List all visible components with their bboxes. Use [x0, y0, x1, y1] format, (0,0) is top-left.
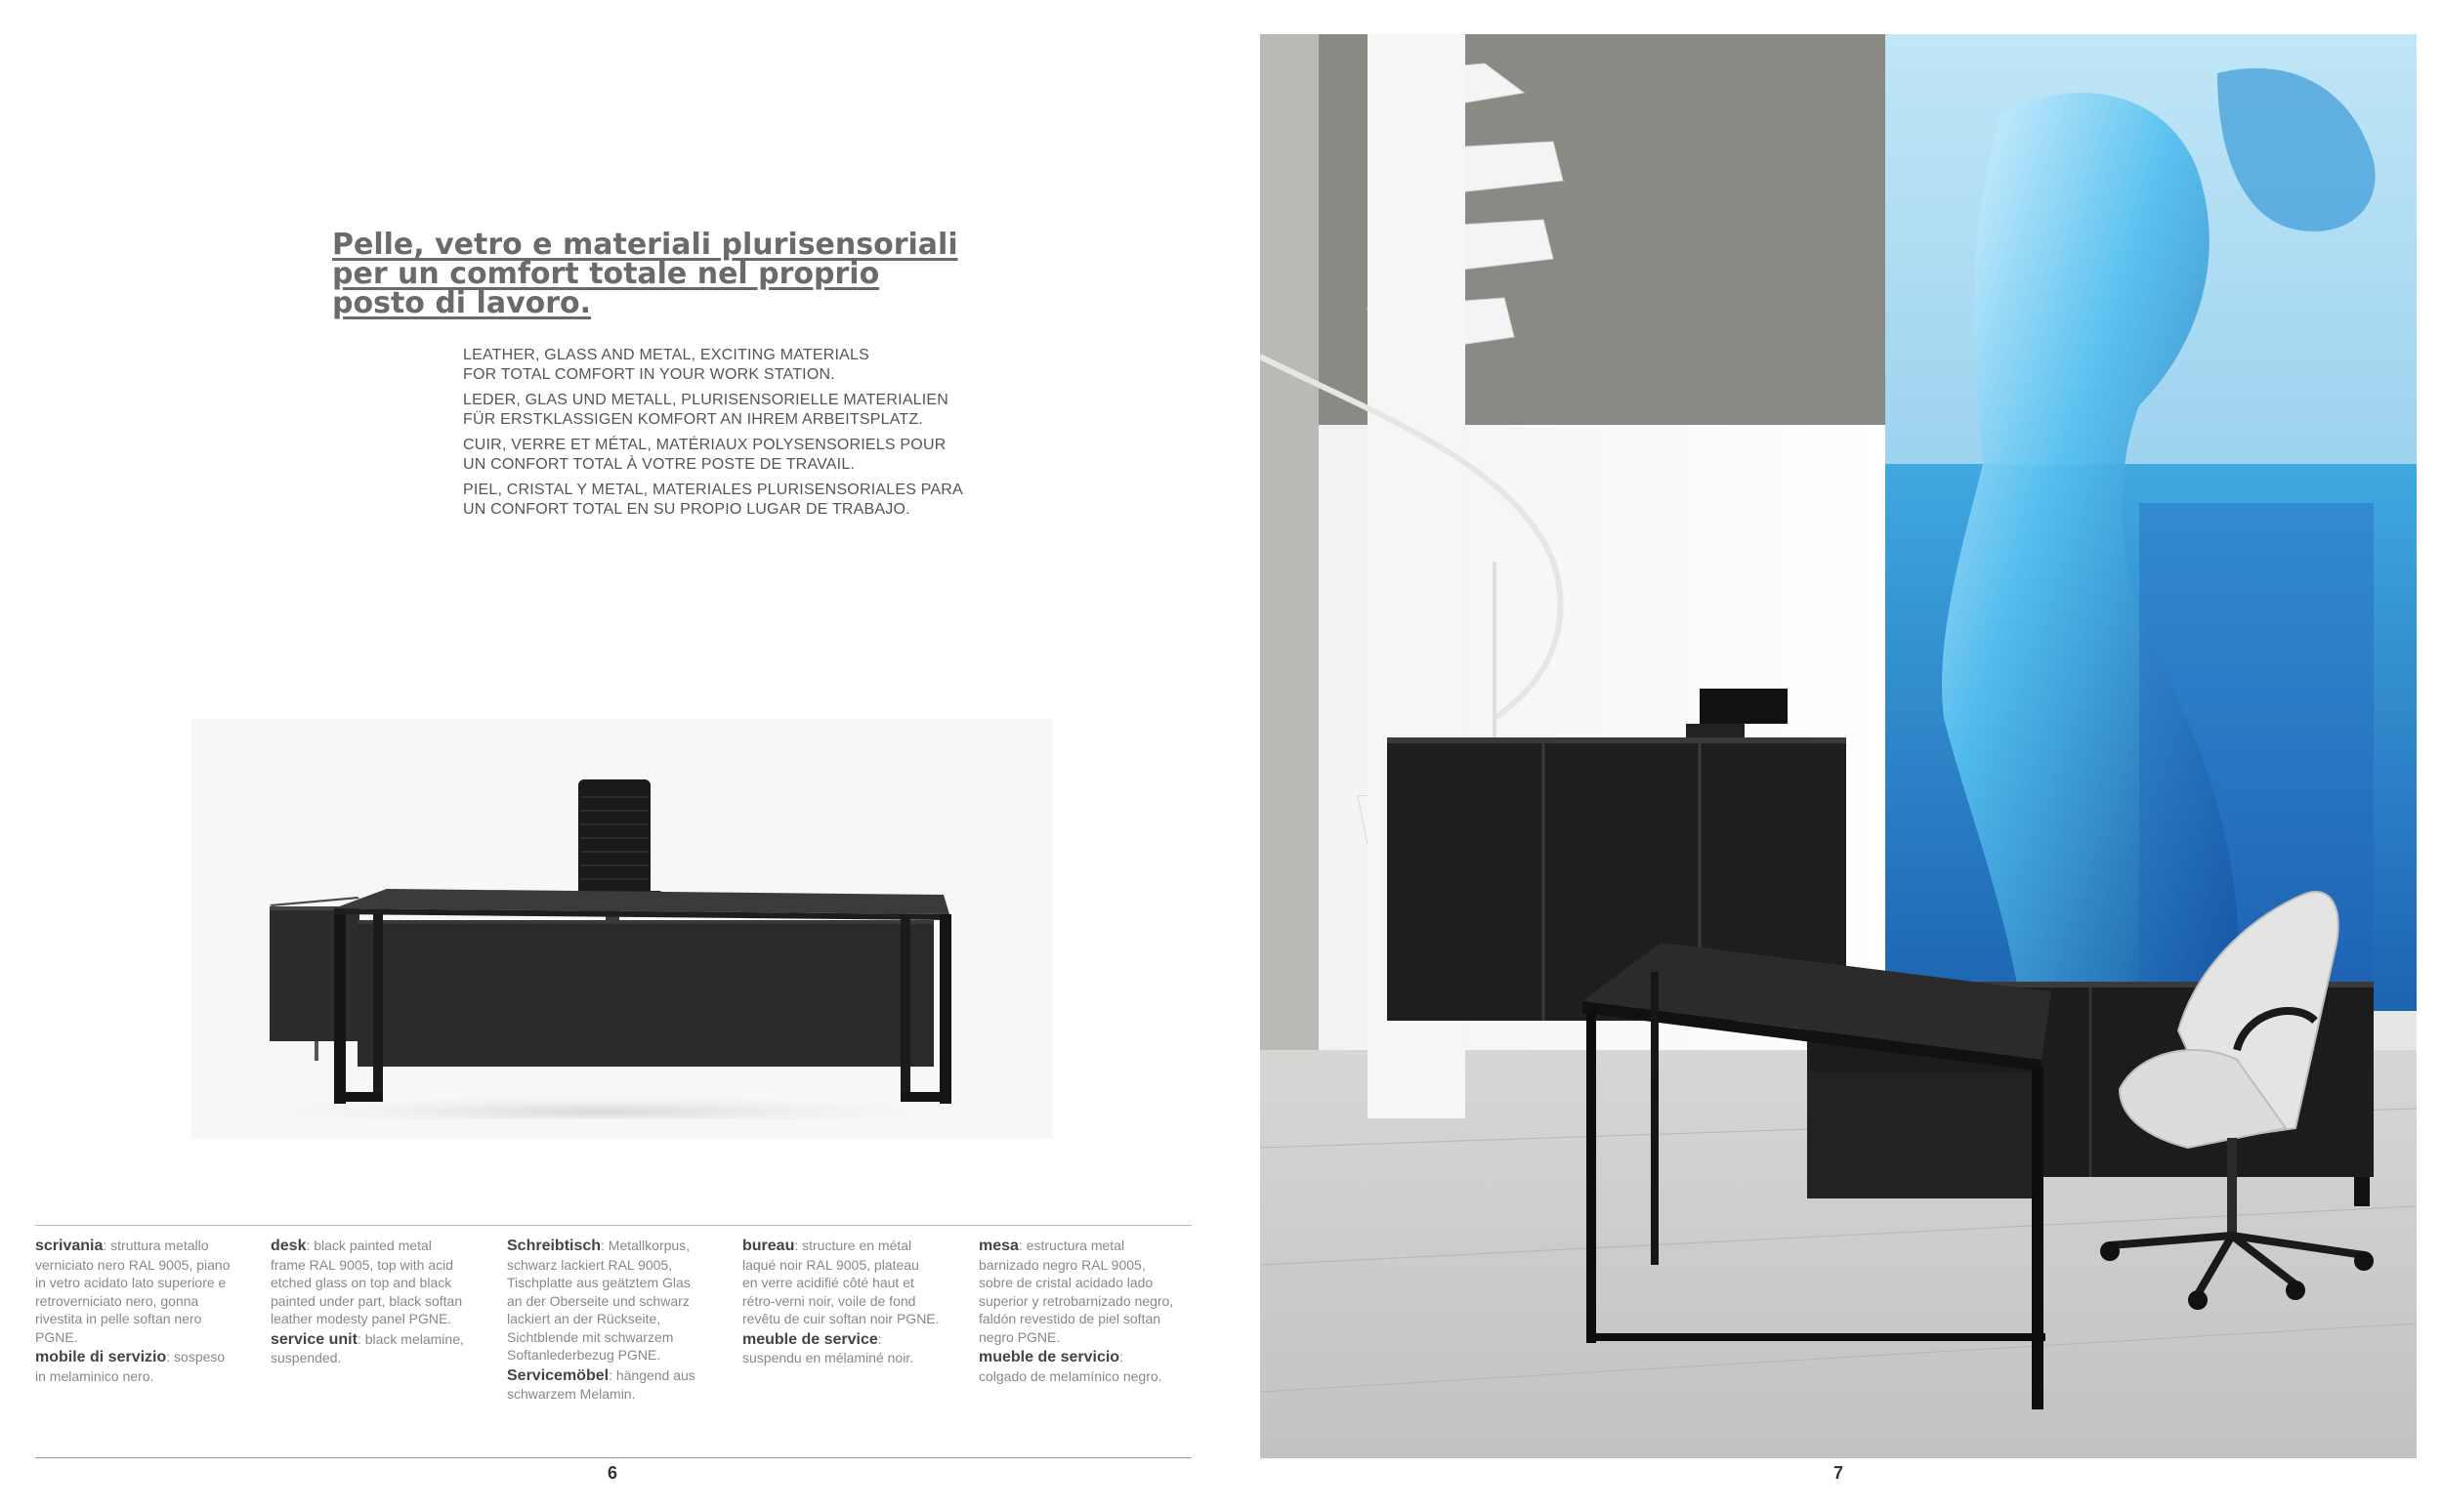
spec-text: an der Oberseite und schwarz [507, 1292, 690, 1309]
spec-text: revêtu de cuir softan noir PGNE. [742, 1311, 940, 1326]
headline-line: per un comfort totale nel proprio [332, 257, 880, 291]
spec-text: schwarzem Melamin. [507, 1386, 636, 1402]
spec-entry [35, 1237, 254, 1346]
spec-term: desk [271, 1238, 307, 1254]
spec-entry [742, 1330, 961, 1367]
spec-text: : structure en métal [794, 1238, 912, 1253]
spec-entry [742, 1237, 961, 1328]
spec-term: scrivania [35, 1238, 104, 1254]
spec-term: Servicemöbel [507, 1366, 610, 1384]
translation-line: UN CONFORT TOTAL À VOTRE POSTE DE TRAVAIL. [463, 456, 856, 473]
spec-term: meuble de service [742, 1330, 878, 1348]
spec-text: PGNE. [35, 1328, 78, 1345]
spec-text: faldón revestido de piel softan [979, 1311, 1161, 1326]
spec-column-french [742, 1237, 961, 1369]
spec-text: : black painted metal [306, 1238, 432, 1253]
spec-column-german [507, 1237, 726, 1406]
spec-text: painted under part, black softan [271, 1292, 463, 1309]
translation-line: UN CONFORT TOTAL EN SU PROPIO LUGAR DE TRABAJO. [463, 501, 910, 518]
translation-german [463, 391, 1010, 430]
translation-line: CUIR, VERRE ET MÉTAL, MATÉRIAUX POLYSENSORIELS POUR [463, 437, 947, 453]
desk-product-image [191, 719, 1053, 1139]
spec-text: suspendu en mélaminé noir. [742, 1350, 914, 1365]
spec-text: etched glass on top and black [271, 1275, 452, 1290]
spec-column-english [271, 1237, 489, 1369]
translation-spanish [463, 481, 1010, 520]
footer-divider [35, 1457, 1192, 1458]
spec-text: laqué noir RAL 9005, plateau [742, 1256, 919, 1273]
spec-term: bureau [742, 1238, 795, 1254]
spec-text: schwarz lackiert RAL 9005, [507, 1256, 673, 1273]
spec-text: : black melamine, [357, 1330, 464, 1347]
spec-term: service unit [271, 1330, 358, 1348]
spec-text: suspended. [271, 1350, 342, 1365]
spec-text: Tischplatte aus geätztem Glas [507, 1275, 691, 1290]
spec-text: : hängend aus [609, 1366, 695, 1383]
headline-line: Pelle, vetro e materiali plurisensoriali [332, 228, 958, 262]
spec-entry [507, 1237, 726, 1365]
spec-column-spanish [979, 1237, 1198, 1387]
product-photo [191, 719, 1053, 1139]
translation-line: FÜR ERSTKLASSIGEN KOMFORT AN IHREM ARBEITSPLATZ. [463, 411, 924, 428]
translation-line: LEDER, GLAS UND METALL, PLURISENSORIELLE MATERIALIEN [463, 392, 949, 408]
spec-entry [35, 1348, 254, 1385]
spec-text: : Metallkorpus, [601, 1238, 691, 1253]
translation-line: FOR TOTAL COMFORT IN YOUR WORK STATION. [463, 366, 835, 383]
spec-text: barnizado negro RAL 9005, [979, 1256, 1146, 1273]
office-interior-image [1260, 34, 2417, 1458]
spec-text: frame RAL 9005, top with acid [271, 1256, 454, 1273]
spec-entry [979, 1237, 1198, 1346]
headline-line: posto di lavoro. [332, 286, 592, 320]
spec-text: rétro-verni noir, voile de fond [742, 1292, 916, 1309]
spec-text: rivestita in pelle softan nero [35, 1311, 202, 1326]
translation-french [463, 436, 1010, 475]
spec-text: : struttura metallo [103, 1238, 209, 1253]
spec-text: colgado de melamínico negro. [979, 1367, 1162, 1384]
spec-text: lackiert an der Rückseite, [507, 1311, 661, 1326]
office-room-photo [1260, 34, 2417, 1458]
spec-text: verniciato nero RAL 9005, piano [35, 1256, 231, 1273]
translation-line: LEATHER, GLASS AND METAL, EXCITING MATERIALS [463, 347, 870, 363]
spec-column-italian [35, 1237, 254, 1387]
spec-text: : sospeso [166, 1349, 226, 1365]
spec-entry [271, 1330, 489, 1367]
spec-table [35, 1237, 1207, 1432]
spec-divider [35, 1225, 1192, 1226]
spec-entry [271, 1237, 489, 1328]
translation-english [463, 346, 1010, 385]
spec-text: in vetro acidato lato superiore e [35, 1275, 227, 1290]
spec-text: : estructura metal [1018, 1238, 1125, 1253]
spec-term: mobile di servizio [35, 1349, 167, 1365]
spec-term: Schreibtisch [507, 1238, 602, 1254]
headline [332, 228, 1016, 320]
spec-term: mesa [979, 1238, 1019, 1254]
spec-text: : [1119, 1349, 1123, 1365]
translations [463, 346, 1010, 525]
spec-text: in melaminico nero. [35, 1367, 154, 1384]
page-number-left: 6 [607, 1463, 617, 1483]
spec-text: Softanlederbezug PGNE. [507, 1347, 661, 1363]
spec-text: negro PGNE. [979, 1328, 1061, 1345]
spec-text: : [877, 1330, 882, 1347]
spec-entry [507, 1366, 726, 1404]
spec-text: sobre de cristal acidado lado [979, 1275, 1154, 1290]
translation-line: PIEL, CRISTAL Y METAL, MATERIALES PLURISENSORIALES PARA [463, 482, 963, 498]
spec-term: mueble de servicio [979, 1349, 1120, 1365]
spec-text: superior y retrobarnizado negro, [979, 1292, 1174, 1309]
spec-text: leather modesty panel PGNE. [271, 1311, 452, 1326]
spec-text: en verre acidifié côté haut et [742, 1275, 914, 1290]
spec-entry [979, 1348, 1198, 1385]
spec-text: retroverniciato nero, gonna [35, 1292, 199, 1309]
spec-text: Sichtblende mit schwarzem [507, 1328, 674, 1345]
page-number-right: 7 [1832, 1463, 1843, 1483]
